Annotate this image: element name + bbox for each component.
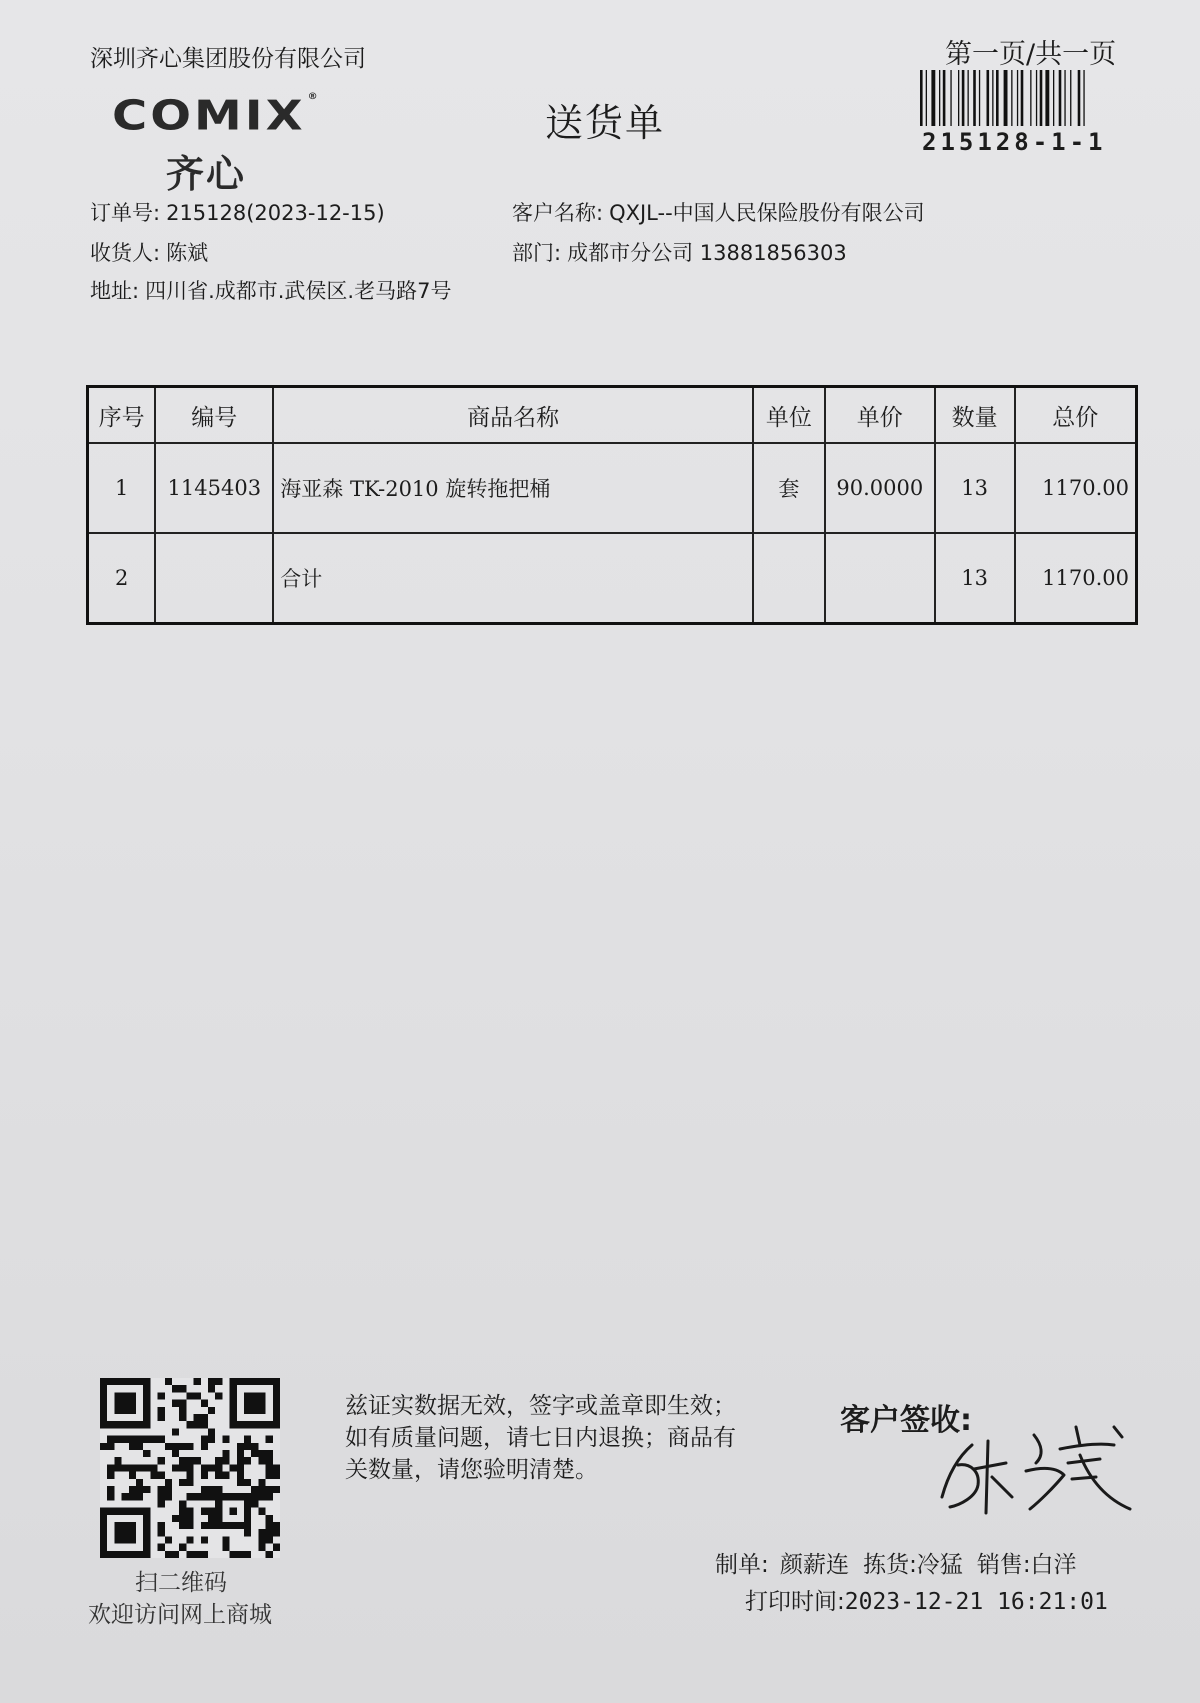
cell-seq: 2 [88,533,156,624]
cell-unit [753,533,825,624]
table-header-row [88,387,1137,444]
document-title: 送货单 [545,101,666,145]
cell-code: 1145403 [155,443,273,533]
header-total: 总价 [1015,387,1137,444]
company-name: 深圳齐心集团股份有限公司 [90,46,366,72]
print-time: 打印时间:2023-12-21 16:21:01 [745,1589,1108,1615]
header-code: 编号 [155,387,273,444]
cell-price [825,533,935,624]
barcode-icon [920,70,1135,126]
address: 地址: 四川省.成都市.武侯区.老马路7号 [90,279,452,303]
header-name: 商品名称 [273,387,753,444]
staff-line [715,1546,1091,1579]
cell-qty: 13 [935,533,1015,624]
qr-caption-shop: 欢迎访问网上商城 [88,1602,272,1628]
handwritten-signature [930,1405,1140,1525]
barcode-number: 215128-1-1 [922,128,1107,156]
qr-code-icon [100,1378,280,1558]
page-indicator: 第一页/共一页 [945,39,1117,70]
header-price: 单价 [825,387,935,444]
maker: 制单: 颜薪连 [715,1552,850,1578]
cell-total: 1170.00 [1015,443,1137,533]
notice-text: 兹证实数据无效，签字或盖章即生效；如有质量问题，请七日内退换；商品有关数量，请您验明清楚。 [345,1393,736,1483]
cell-total: 1170.00 [1015,533,1137,624]
items-table [86,385,1138,625]
qr-caption-scan: 扫二维码 [135,1570,227,1596]
cell-unit: 套 [753,443,825,533]
cell-code [155,533,273,624]
department: 部门: 成都市分公司 13881856303 [512,241,847,265]
comix-logo: COMIX ® [112,92,321,140]
qixin-logo: 齐心 [166,152,247,196]
customer-sign-label: 客户签收: [840,1403,972,1438]
receiver: 收货人: 陈斌 [90,241,209,265]
header-seq: 序号 [88,387,156,444]
cell-price: 90.0000 [825,443,935,533]
cell-name: 合计 [273,533,753,624]
cell-qty: 13 [935,443,1015,533]
picker: 拣货:冷猛 [863,1552,963,1578]
header-unit: 单位 [753,387,825,444]
customer-name: 客户名称: QXJL--中国人民保险股份有限公司 [512,201,925,225]
table-row [88,443,1137,533]
table-row [88,533,1137,624]
header-qty: 数量 [935,387,1015,444]
cell-seq: 1 [88,443,156,533]
order-number: 订单号: 215128(2023-12-15) [90,201,385,225]
sales: 销售:白洋 [976,1552,1077,1578]
cell-name: 海亚森 TK-2010 旋转拖把桶 [273,443,753,533]
